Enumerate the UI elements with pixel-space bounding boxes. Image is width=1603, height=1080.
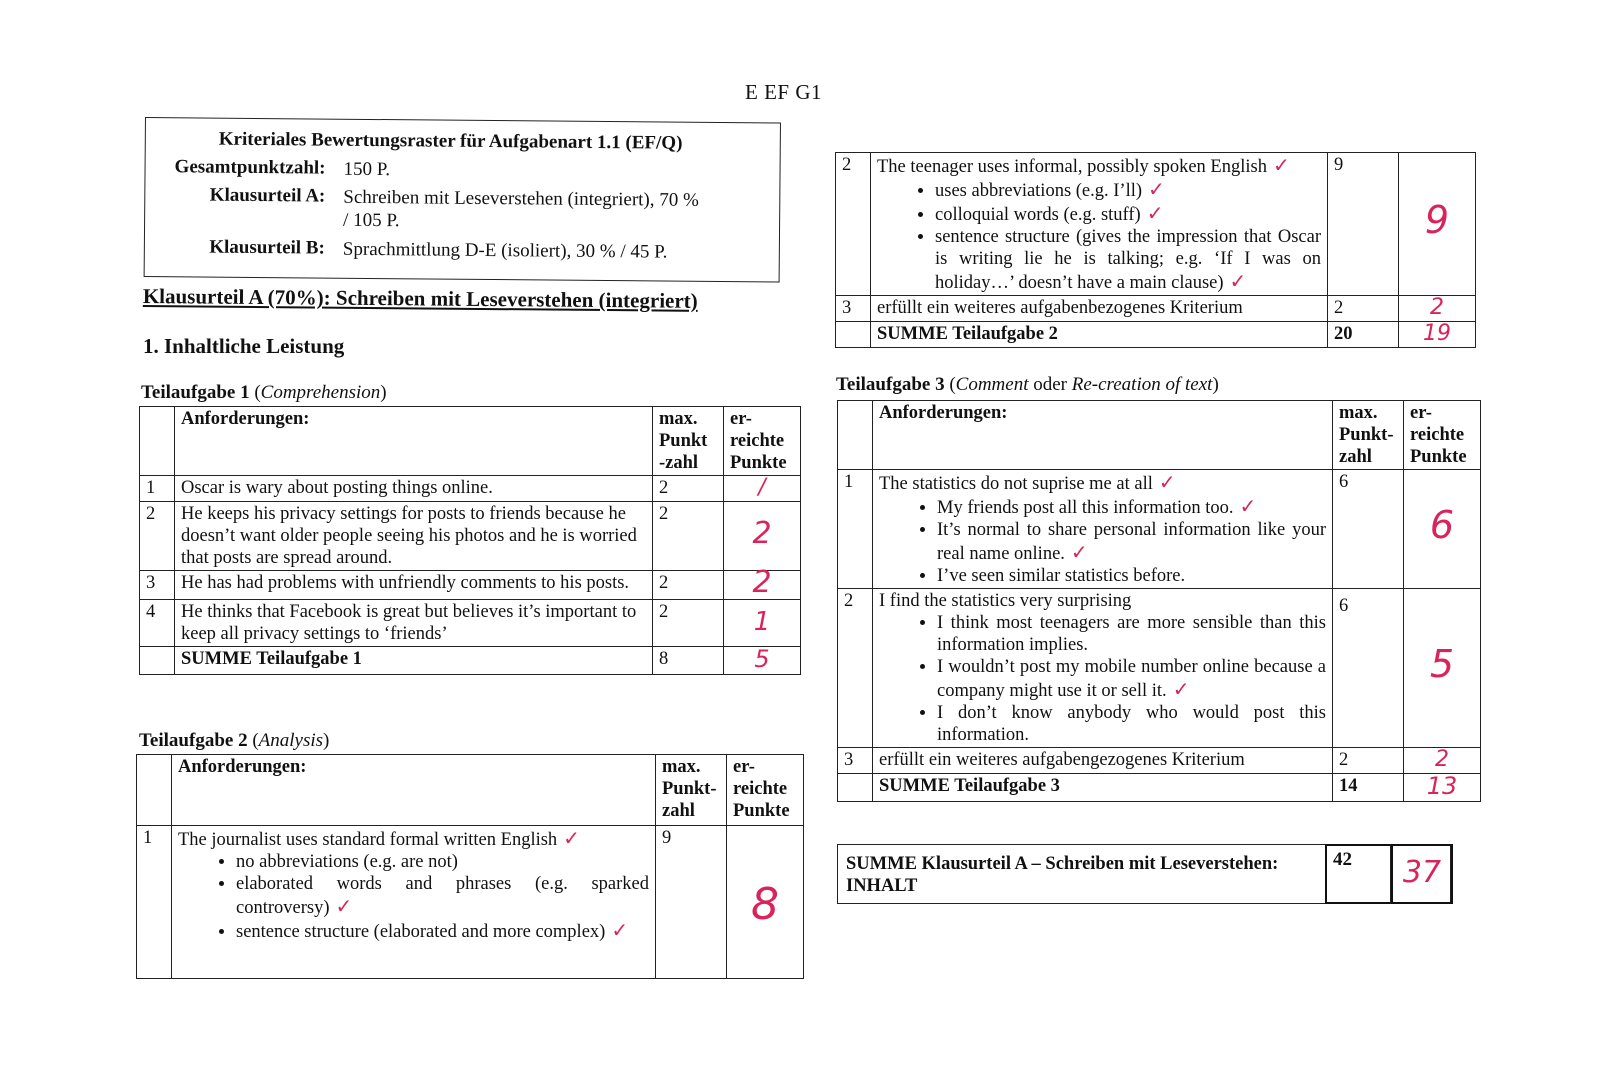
text-cell: Schreiben mit Leseverstehen (integriert), 70 % / 105 P. bbox=[343, 186, 699, 232]
table-row bbox=[838, 470, 1481, 589]
info-row-total bbox=[145, 156, 703, 184]
check-mark-icon: ✓ bbox=[335, 894, 353, 918]
text-cell: 1 bbox=[140, 476, 175, 502]
text-cell: • I don’t know anybody who would post this information. bbox=[937, 702, 1326, 746]
t2-head-got: er- reichte Punkte bbox=[727, 755, 804, 826]
text-cell: The statistics do not suprise me at all bbox=[879, 474, 1153, 494]
text-cell: Klausurteil B: bbox=[209, 236, 325, 259]
t2-table bbox=[136, 754, 804, 979]
summary-label: SUMME Klausurteil A – Schreiben mit Leseverstehen: INHALT bbox=[846, 854, 1279, 896]
t3-header-row bbox=[838, 401, 1481, 470]
t2-score-1: 8 bbox=[751, 879, 779, 930]
text-cell: 2 bbox=[1328, 296, 1399, 322]
t3-score-2: 5 bbox=[1429, 642, 1455, 686]
document-code: E EF G1 bbox=[745, 80, 822, 104]
text-cell: colloquial words (e.g. stuff) bbox=[935, 205, 1141, 225]
text-cell: 2 bbox=[140, 502, 175, 571]
subsection-title: 1. Inhaltliche Leistung bbox=[143, 334, 345, 358]
t1-head-label: Anforderungen: bbox=[175, 407, 653, 476]
t1-score-3: 2 bbox=[752, 565, 772, 600]
t1-head-got: er- reichte Punkte bbox=[724, 407, 801, 476]
t2-head-label: Anforderungen: bbox=[172, 755, 656, 826]
table-row bbox=[140, 476, 801, 502]
text-cell: SUMME Teilaufgabe 3 bbox=[873, 774, 1333, 802]
text-cell: • no abbreviations (e.g. are not) bbox=[236, 851, 649, 873]
table-row bbox=[838, 589, 1481, 748]
t2-score-3: 2 bbox=[1430, 295, 1444, 320]
table-row bbox=[140, 502, 801, 571]
summary-box bbox=[837, 844, 1451, 904]
check-mark-icon: ✓ bbox=[563, 826, 580, 850]
t3-caption: Teilaufgabe 3 (Comment oder Re-creation of text) bbox=[836, 374, 1219, 395]
text-cell: sentence structure (gives the impression that Oscar is writing lie he is talking; e.g. ‘If I was on holiday…’ doesn’t have a main clause) bbox=[935, 227, 1321, 293]
text-cell: 2 bbox=[653, 502, 724, 571]
check-mark-icon: ✓ bbox=[611, 918, 629, 942]
grading-info-box bbox=[144, 117, 781, 283]
text-cell: I wouldn’t post my mobile number online because a company might use it or sell it. bbox=[937, 657, 1326, 701]
t3-head-max: max. Punkt- zahl bbox=[1333, 401, 1404, 470]
text-cell: He has had problems with unfriendly comments to his posts. bbox=[175, 571, 653, 600]
text-cell: • I’ve seen similar statistics before. bbox=[937, 565, 1326, 587]
check-mark-icon: ✓ bbox=[1172, 677, 1190, 701]
t3-table bbox=[837, 400, 1481, 802]
t2-score-2: 9 bbox=[1424, 198, 1450, 242]
t1-sum-score: 5 bbox=[754, 645, 770, 673]
t1-header-row bbox=[140, 407, 801, 476]
text-cell: Comment bbox=[955, 374, 1029, 395]
text-cell: It’s normal to share personal information like your real name online. bbox=[937, 520, 1326, 564]
text-cell: He thinks that Facebook is great but believes it’s important to keep all privacy settings to ‘friends’ bbox=[175, 600, 653, 647]
summary-score: 37 bbox=[1402, 855, 1442, 890]
text-cell: SUMME Teilaufgabe 2 bbox=[871, 322, 1328, 348]
text-cell: 9 bbox=[1328, 153, 1399, 296]
text-cell: 2 bbox=[653, 600, 724, 647]
text-cell: Gesamtpunktzahl: bbox=[174, 156, 326, 179]
text-cell: 6 bbox=[1333, 589, 1404, 748]
t3-head-got: er- reichte Punkte bbox=[1404, 401, 1481, 470]
check-mark-icon: ✓ bbox=[1158, 470, 1176, 494]
table-row bbox=[140, 600, 801, 647]
text-cell: SUMME Teilaufgabe 1 bbox=[175, 647, 653, 675]
t2-head-max: max. Punkt- zahl bbox=[656, 755, 727, 826]
text-cell: Teilaufgabe 1 bbox=[141, 382, 250, 403]
check-mark-icon: ✓ bbox=[1239, 494, 1257, 518]
section-title: Klausurteil A (70%): Schreiben mit Leseverstehen (integriert) bbox=[142, 284, 698, 313]
summary-got-cell bbox=[1391, 844, 1453, 904]
text-cell: 2 bbox=[653, 571, 724, 600]
text-cell: 8 bbox=[653, 647, 724, 675]
text-cell: 2 bbox=[1333, 748, 1404, 774]
text-cell: Teilaufgabe 3 bbox=[836, 374, 945, 395]
text-cell: Oscar is wary about posting things online. bbox=[175, 476, 653, 502]
check-mark-icon: ✓ bbox=[1272, 153, 1290, 177]
text-cell: oder bbox=[1033, 374, 1067, 395]
text-cell: 3 bbox=[140, 571, 175, 600]
text-cell: 2 bbox=[653, 476, 724, 502]
text-cell: 9 bbox=[656, 826, 727, 979]
t2-sum-row bbox=[836, 322, 1476, 348]
text-cell: Teilaufgabe 2 bbox=[139, 730, 248, 751]
text-cell: Analysis bbox=[258, 730, 324, 751]
text-cell: 20 bbox=[1328, 322, 1399, 348]
table-row bbox=[836, 296, 1476, 322]
t2-header-row bbox=[137, 755, 804, 826]
t1-head-max: max. Punkt -zahl bbox=[653, 407, 724, 476]
text-cell: Re-creation of text bbox=[1071, 374, 1213, 395]
text-cell: Sprachmittlung D-E (isoliert), 30 % / 45 P. bbox=[342, 238, 668, 263]
text-cell: elaborated words and phrases (e.g. sparked controversy) bbox=[236, 874, 649, 918]
text-cell: My friends post all this information too. bbox=[937, 498, 1234, 518]
text-cell: Comprehension bbox=[260, 382, 381, 403]
info-title: Kriteriales Bewertungsraster für Aufgabenart 1.1 (EF/Q) bbox=[218, 128, 683, 154]
text-cell: sentence structure (elaborated and more complex) bbox=[236, 922, 606, 942]
text-cell: 2 bbox=[836, 153, 871, 296]
text-cell: Klausurteil A: bbox=[209, 184, 326, 207]
t1-score-4: 1 bbox=[753, 606, 771, 637]
t3-sum-row bbox=[838, 774, 1481, 802]
text-cell: erfüllt ein weiteres aufgabengezogenes Kriterium bbox=[873, 748, 1333, 774]
check-mark-icon: ✓ bbox=[1070, 540, 1088, 564]
text-cell: The journalist uses standard formal written English bbox=[178, 830, 558, 850]
t3-head-label: Anforderungen: bbox=[873, 401, 1333, 470]
t2-continued-table bbox=[835, 152, 1476, 348]
t3-sum-score: 13 bbox=[1426, 772, 1458, 800]
t1-score-1: / bbox=[758, 475, 766, 500]
text-cell: • I think most teenagers are more sensible than this information implies. bbox=[937, 612, 1326, 656]
check-mark-icon: ✓ bbox=[1148, 177, 1165, 201]
table-row bbox=[836, 153, 1476, 296]
text-cell: The teenager uses informal, possibly spoken English bbox=[877, 157, 1267, 177]
check-mark-icon: ✓ bbox=[1146, 201, 1164, 225]
text-cell: 2 bbox=[838, 589, 873, 748]
text-cell: I find the statistics very surprising bbox=[879, 591, 1132, 611]
t1-table bbox=[139, 406, 801, 675]
info-row-part-a bbox=[145, 184, 703, 235]
table-row bbox=[838, 748, 1481, 774]
text-cell: 4 bbox=[140, 600, 175, 647]
text-cell: He keeps his privacy settings for posts to friends because he doesn’t want older people seeing his photos and he is worried that posts are spread around. bbox=[175, 502, 653, 571]
info-row-part-b bbox=[145, 236, 703, 264]
t1-score-2: 2 bbox=[752, 516, 772, 551]
t3-score-3: 2 bbox=[1435, 747, 1449, 772]
text-cell: 150 P. bbox=[343, 158, 391, 181]
t2-sum-score: 19 bbox=[1423, 321, 1451, 346]
text-cell: 14 bbox=[1333, 774, 1404, 802]
text-cell: 6 bbox=[1333, 470, 1404, 589]
text-cell: uses abbreviations (e.g. I’ll) bbox=[935, 181, 1143, 201]
t3-score-1: 6 bbox=[1429, 503, 1455, 547]
t1-caption: Teilaufgabe 1 (Comprehension) bbox=[141, 382, 387, 403]
text-cell: 3 bbox=[838, 748, 873, 774]
table-row bbox=[140, 571, 801, 600]
check-mark-icon: ✓ bbox=[1229, 269, 1247, 293]
text-cell: 1 bbox=[838, 470, 873, 589]
t2-caption: Teilaufgabe 2 (Analysis) bbox=[139, 730, 330, 751]
summary-max: 42 bbox=[1325, 844, 1391, 904]
t1-sum-row bbox=[140, 647, 801, 675]
text-cell: erfüllt ein weiteres aufgabenbezogenes Kriterium bbox=[871, 296, 1328, 322]
text-cell: 3 bbox=[836, 296, 871, 322]
table-row bbox=[137, 826, 804, 979]
text-cell: 1 bbox=[137, 826, 172, 979]
